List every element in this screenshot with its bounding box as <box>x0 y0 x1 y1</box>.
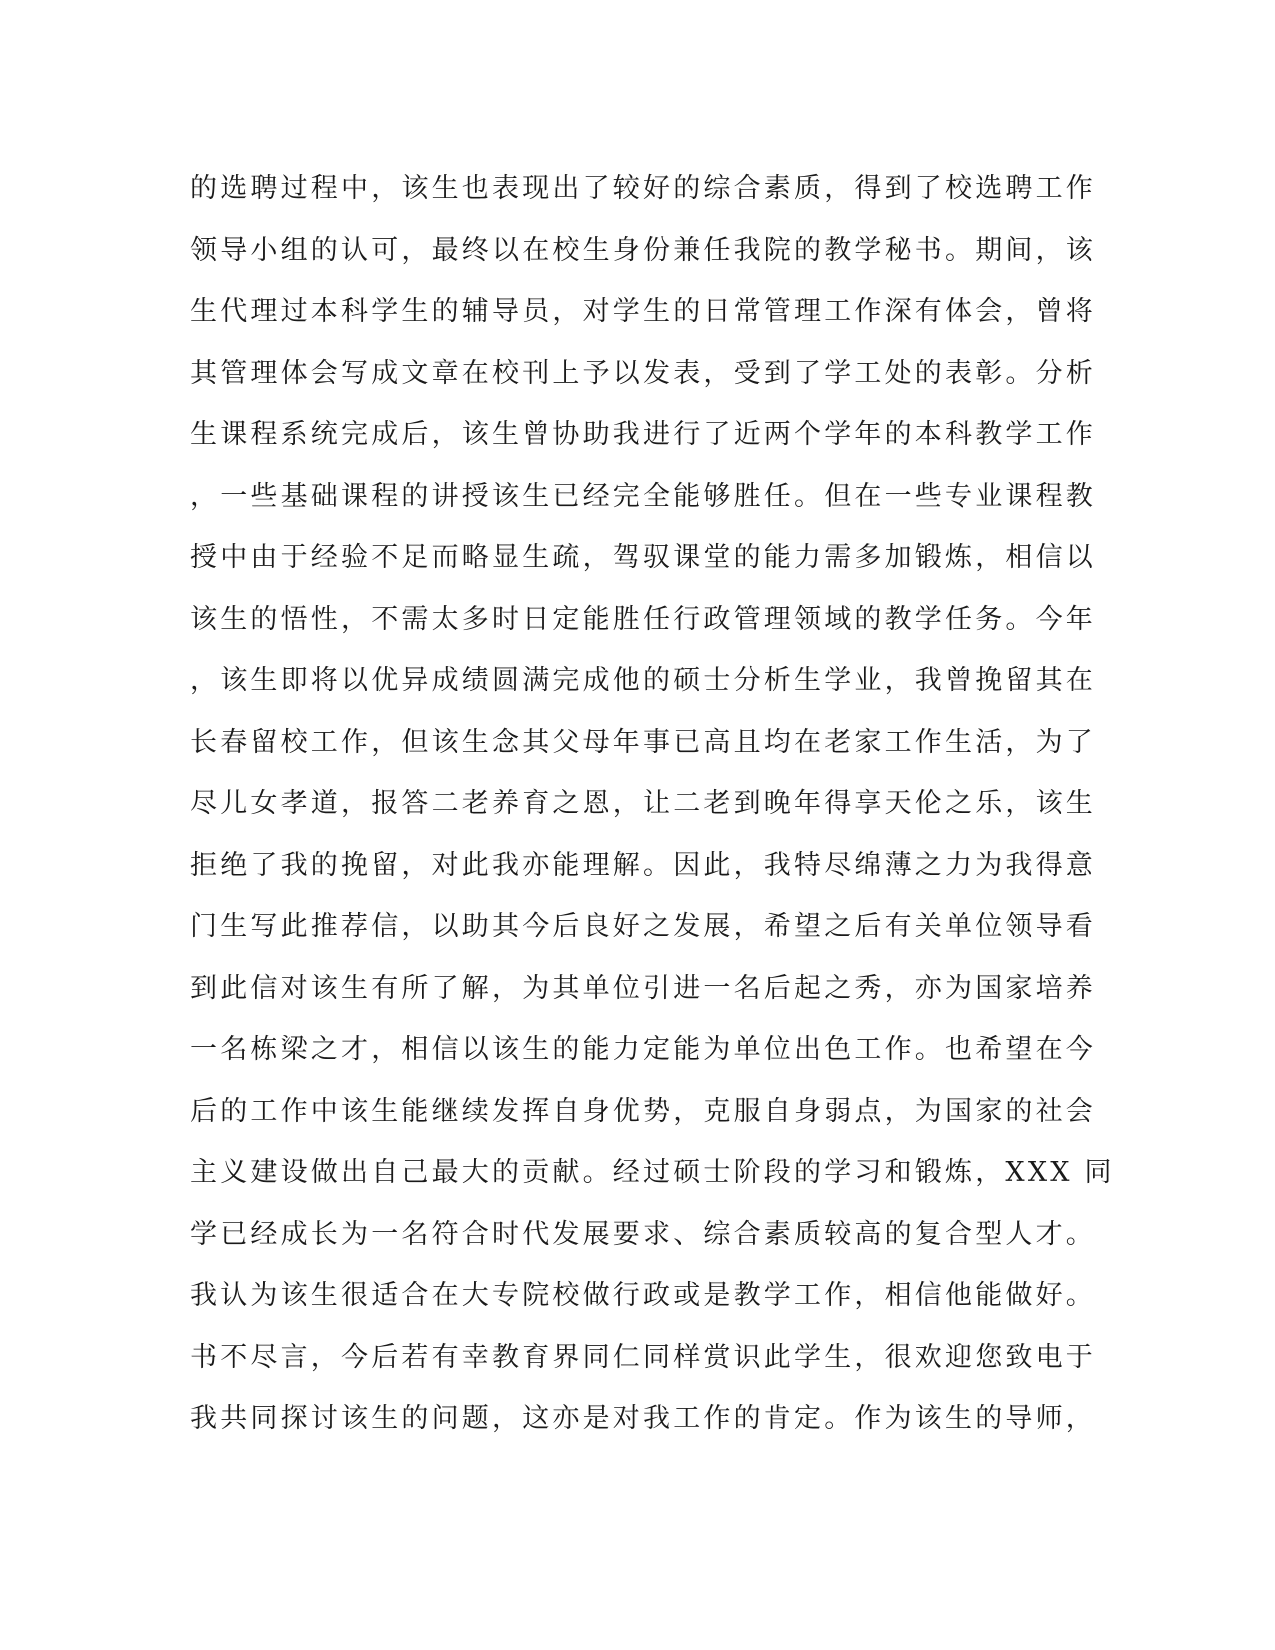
letter-body <box>190 158 1115 1450</box>
text-line: 后的工作中该生能继续发挥自身优势，克服自身弱点，为国家的社会 <box>190 1095 1096 1127</box>
text-line: 其管理体会写成文章在校刊上予以发表，受到了学工处的表彰。分析 <box>190 357 1096 389</box>
text-line: ，一些基础课程的讲授该生已经完全能够胜任。但在一些专业课程教 <box>190 480 1096 512</box>
text-line: 主义建设做出自己最大的贡献。经过硕士阶段的学习和锻炼，XXX 同 <box>190 1157 1115 1188</box>
text-line: ，该生即将以优异成绩圆满完成他的硕士分析生学业，我曾挽留其在 <box>190 665 1096 696</box>
text-line: 我认为该生很适合在大专院校做行政或是教学工作，相信他能做好。 <box>190 1280 1096 1311</box>
text-line: 我共同探讨该生的问题，这亦是对我工作的肯定。作为该生的导师， <box>190 1403 1096 1434</box>
text-line: 门生写此推荐信，以助其今后良好之发展，希望之后有关单位领导看 <box>190 911 1096 942</box>
text-line: 一名栋梁之才，相信以该生的能力定能为单位出色工作。也希望在今 <box>190 1034 1096 1065</box>
text-line: 生代理过本科学生的辅导员，对学生的日常管理工作深有体会，曾将 <box>190 296 1096 327</box>
text-line: 学已经成长为一名符合时代发展要求、综合素质较高的复合型人才。 <box>190 1218 1096 1250</box>
text-line: 领导小组的认可，最终以在校生身份兼任我院的教学秘书。期间，该 <box>190 234 1096 266</box>
text-line: 授中由于经验不足而略显生疏，驾驭课堂的能力需多加锻炼，相信以 <box>190 542 1096 573</box>
text-line: 长春留校工作，但该生念其父母年事已高且均在老家工作生活，为了 <box>190 726 1096 758</box>
text-line: 该生的悟性，不需太多时日定能胜任行政管理领域的教学任务。今年 <box>190 603 1096 635</box>
text-line: 尽儿女孝道，报答二老养育之恩，让二老到晚年得享天伦之乐，该生 <box>190 788 1096 819</box>
text-line: 生课程系统完成后，该生曾协助我进行了近两个学年的本科教学工作 <box>190 419 1096 450</box>
text-line: 到此信对该生有所了解，为其单位引进一名后起之秀，亦为国家培养 <box>190 972 1096 1004</box>
text-line: 拒绝了我的挽留，对此我亦能理解。因此，我特尽绵薄之力为我得意 <box>190 849 1096 881</box>
text-line: 书不尽言，今后若有幸教育界同仁同样赏识此学生，很欢迎您致电于 <box>190 1341 1096 1373</box>
text-line: 的选聘过程中，该生也表现出了较好的综合素质，得到了校选聘工作 <box>190 173 1096 204</box>
